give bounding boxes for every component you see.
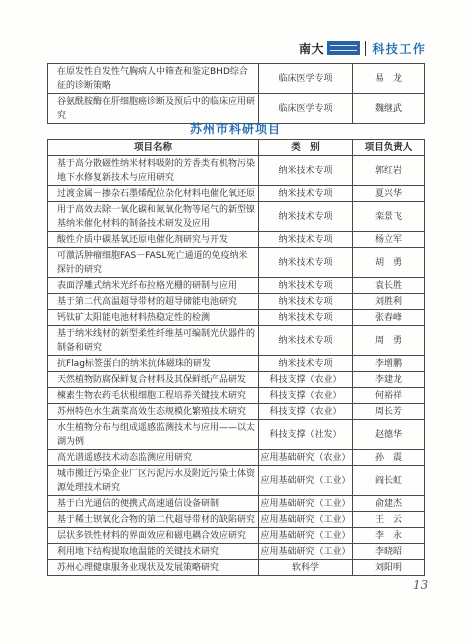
project-leader-cell: 郭红岩: [353, 156, 425, 186]
project-category-cell: 科技支撑（社发）: [259, 420, 353, 450]
project-leader-cell: 李增鹏: [353, 356, 425, 372]
project-leader-cell: 赵德华: [353, 420, 425, 450]
project-name-cell: 楝素生物农药毛状根细胞工程培养关键技术研究: [48, 388, 259, 404]
project-category-cell: 纳米技术专项: [259, 202, 353, 232]
table-row: [48, 94, 425, 124]
project-category-cell: 科技支撑（农业）: [259, 404, 353, 420]
project-name-cell: 层状多铁性材料的界面效应和磁电耦合效应研究: [48, 528, 259, 544]
project-name-cell: 钙钛矿太阳能电池材料热稳定性的检测: [48, 310, 259, 326]
table-row: [48, 466, 425, 496]
project-name-cell: 基于白光通信的便携式高速通信设备研制: [48, 496, 259, 512]
project-leader-cell: 周长芳: [353, 404, 425, 420]
table-row: [48, 544, 425, 560]
project-name-cell: 基于高分散磁性纳米材料吸附的芳香类有机物污染地下水修复新技术与应用研究: [48, 156, 259, 186]
project-category-cell: 应用基础研究（工业）: [259, 512, 353, 528]
project-category-cell: 临床医学专项: [259, 94, 353, 124]
project-category-cell: 纳米技术专项: [259, 186, 353, 202]
project-name-cell: 抗Flag标签蛋白的纳米抗体磁珠的研发: [48, 356, 259, 372]
suzhou-section-heading: 苏州市科研项目: [189, 122, 281, 136]
project-leader-cell: 何裕祥: [353, 388, 425, 404]
project-name-cell: 基于稀土钡氧化合物的第二代超导带材的缺陷研究: [48, 512, 259, 528]
project-leader-cell: 阎长虹: [353, 466, 425, 496]
project-category-cell: 应用基础研究（农业）: [259, 450, 353, 466]
table-row: [48, 512, 425, 528]
page-number: 13: [413, 578, 429, 592]
table-row: [48, 404, 425, 420]
table-row: [48, 310, 425, 326]
table-row: [48, 64, 425, 94]
project-category-cell: 纳米技术专项: [259, 356, 353, 372]
project-name-cell: 天然植物防腐保鲜复合材料及其保鲜纸产品研发: [48, 372, 259, 388]
project-name-cell: 酸性介质中碳基氧还原电催化剂研究与开发: [48, 232, 259, 248]
project-category-cell: 科技支撑（农业）: [259, 372, 353, 388]
project-name-cell: 用于高效去除一氧化碳和氮氧化物等尾气的新型镍基纳米催化材料的制备技术研发及应用: [48, 202, 259, 232]
project-leader-cell: 李 永: [353, 528, 425, 544]
project-category-cell: 应用基础研究（工业）: [259, 528, 353, 544]
project-leader-cell: 王 云: [353, 512, 425, 528]
table-row: [48, 248, 425, 278]
project-category-cell: 纳米技术专项: [259, 232, 353, 248]
column-header-name: 项目名称: [48, 140, 259, 156]
project-leader-cell: 杨立军: [353, 232, 425, 248]
project-name-cell: 苏州心理健康服务业现状及发展策略研究: [48, 560, 259, 576]
project-leader-cell: 袁长胜: [353, 278, 425, 294]
project-leader-cell: 周 勇: [353, 326, 425, 356]
project-name-cell: 过渡金属－掺杂石墨烯配位杂化材料电催化氧还原: [48, 186, 259, 202]
project-name-cell: 可激活肿瘤细胞FAS－FASL死亡通道的免疫纳米探针的研究: [48, 248, 259, 278]
table-row: [48, 294, 425, 310]
project-leader-cell: 李建龙: [353, 372, 425, 388]
project-leader-cell: 孙 震: [353, 450, 425, 466]
project-category-cell: 应用基础研究（工业）: [259, 466, 353, 496]
header-divider: [365, 41, 366, 56]
project-category-cell: 纳米技术专项: [259, 294, 353, 310]
column-header-leader: 项目负责人: [353, 140, 425, 156]
project-name-cell: 城市搬迁污染企业厂区污泥污水及附近污染土体资源处理技术研究: [48, 466, 259, 496]
brand-name: 南大: [299, 41, 325, 56]
project-leader-cell: 易 龙: [353, 64, 425, 94]
table-row: [48, 186, 425, 202]
project-name-cell: 高光谱遥感技术动态监测应用研究: [48, 450, 259, 466]
table-row: [48, 372, 425, 388]
project-category-cell: 纳米技术专项: [259, 278, 353, 294]
table-row: [48, 156, 425, 186]
table-row: [48, 528, 425, 544]
table-row: [48, 496, 425, 512]
project-name-cell: 在原发性自发性气胸病人中筛查和鉴定BHD综合征的诊断策略: [48, 64, 259, 94]
project-leader-cell: 俞建杰: [353, 496, 425, 512]
table-row: [48, 232, 425, 248]
logo-badge: [327, 41, 360, 55]
suzhou-project-table: [47, 139, 425, 576]
project-name-cell: 谷氨酰胺酶在肝细胞癌诊断及预后中的临床应用研究: [48, 94, 259, 124]
project-leader-cell: 胡 勇: [353, 248, 425, 278]
project-name-cell: 水生植物分布与组成遥感监测技术与应用——以太湖为例: [48, 420, 259, 450]
project-category-cell: 软科学: [259, 560, 353, 576]
project-category-cell: 科技支撑（农业）: [259, 388, 353, 404]
project-leader-cell: 李晓昭: [353, 544, 425, 560]
project-name-cell: 利用地下结构提取地温能的关键技术研究: [48, 544, 259, 560]
table-row: [48, 326, 425, 356]
project-leader-cell: 栾景飞: [353, 202, 425, 232]
continued-project-table: [47, 63, 425, 124]
table-row: [48, 202, 425, 232]
section-title: 科技工作: [372, 41, 427, 56]
project-name-cell: 基于第二代高温超导带材的超导储能电池研究: [48, 294, 259, 310]
project-leader-cell: 夏兴华: [353, 186, 425, 202]
project-name-cell: 基于纳米线材的新型柔性纤维基可编制光伏器件的制备和研究: [48, 326, 259, 356]
table-row: [48, 450, 425, 466]
page-header: [299, 39, 426, 57]
table-row: [48, 388, 425, 404]
project-category-cell: 纳米技术专项: [259, 310, 353, 326]
project-category-cell: 纳米技术专项: [259, 326, 353, 356]
project-category-cell: 应用基础研究（工业）: [259, 544, 353, 560]
column-header-category: 类 别: [259, 140, 353, 156]
table-row: [48, 356, 425, 372]
project-leader-cell: 张春峰: [353, 310, 425, 326]
project-category-cell: 纳米技术专项: [259, 248, 353, 278]
table-header-row: [48, 140, 425, 156]
project-category-cell: 临床医学专项: [259, 64, 353, 94]
project-leader-cell: 刘胜利: [353, 294, 425, 310]
project-category-cell: 应用基础研究（工业）: [259, 496, 353, 512]
project-name-cell: 苏州特色水生蔬菜高效生态规模化繁殖技术研究: [48, 404, 259, 420]
table-row: [48, 560, 425, 576]
project-leader-cell: 刘阳明: [353, 560, 425, 576]
table-row: [48, 278, 425, 294]
project-category-cell: 纳米技术专项: [259, 156, 353, 186]
project-leader-cell: 魏继武: [353, 94, 425, 124]
project-name-cell: 表面浮雕式纳米光纤布拉格光栅的研制与应用: [48, 278, 259, 294]
table-row: [48, 420, 425, 450]
